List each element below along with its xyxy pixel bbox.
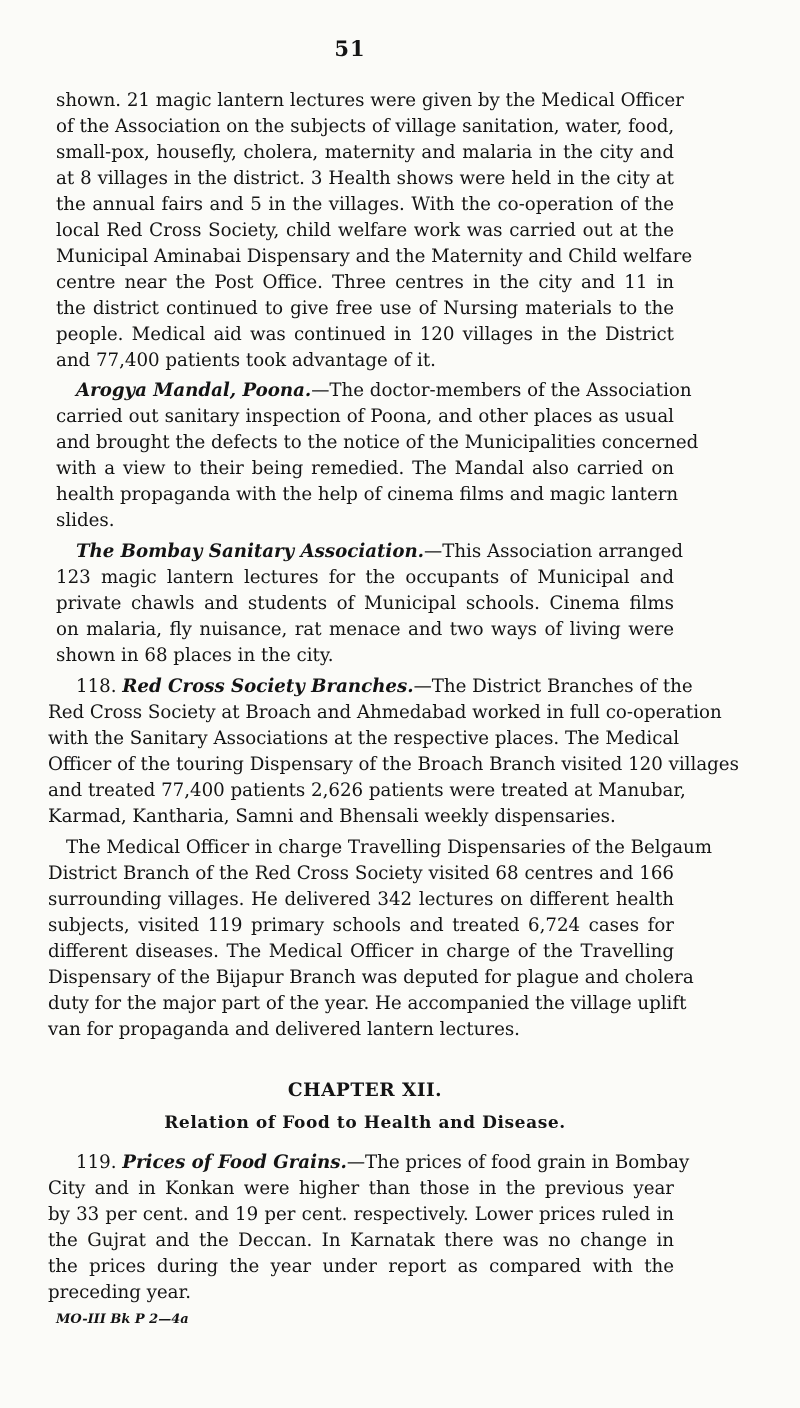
text-line: Karmad, Kantharia, Samni and Bhensali weekly dispensaries.	[48, 806, 616, 827]
text-line: by 33 per cent. and 19 per cent. respectively. Lower prices ruled in	[48, 1204, 674, 1225]
paragraph-heading: Arogya Mandal, Poona.	[76, 380, 312, 401]
text-line: subjects, visited 119 primary schools and treated 6,724 cases for	[48, 915, 674, 936]
text-line: surrounding villages. He delivered 342 lectures on different health	[48, 889, 674, 910]
paragraph-number: 118.	[76, 676, 117, 697]
text-line: with a view to their being remedied. The Mandal also carried on	[56, 458, 674, 479]
text-line: the district continued to give free use of Nursing materials to the	[56, 298, 674, 319]
text-line: small-pox, housefly, cholera, maternity and malaria in the city and	[56, 142, 674, 163]
text-line: and 77,400 patients took advantage of it.	[56, 350, 436, 371]
text-line: Dispensary of the Bijapur Branch was deputed for plague and cholera	[48, 967, 694, 988]
text-line: of the Association on the subjects of village sanitation, water, food,	[56, 116, 675, 137]
text-line: Municipal Aminabai Dispensary and the Maternity and Child welfare	[56, 246, 693, 267]
heading-rest: —The prices of food grain in Bombay	[346, 1152, 690, 1173]
text-line: the annual fairs and 5 in the villages. With the co-operation of the	[56, 194, 674, 215]
text-line: private chawls and students of Municipal schools. Cinema films	[56, 593, 674, 614]
text-line: at 8 villages in the district. 3 Health shows were held in the city at	[56, 168, 674, 189]
text-line: on malaria, fly nuisance, rat menace and two ways of living were	[56, 619, 674, 640]
text-line	[76, 539, 683, 565]
paragraph-heading: Prices of Food Grains.	[122, 1152, 347, 1173]
text-line: the prices during the year under report as compared with the	[48, 1256, 674, 1277]
text-line	[76, 1150, 690, 1176]
text-line: and brought the defects to the notice of the Municipalities concerned	[56, 432, 699, 453]
text-line: different diseases. The Medical Officer in charge of the Travelling	[48, 941, 674, 962]
text-line: van for propaganda and delivered lantern lectures.	[48, 1019, 520, 1040]
heading-rest: —This Association arranged	[424, 541, 683, 562]
text-line: with the Sanitary Associations at the respective places. The Medical	[48, 728, 680, 749]
heading-rest: —The District Branches of the	[413, 676, 693, 697]
text-line: shown in 68 places in the city.	[56, 645, 334, 666]
text-line: Officer of the touring Dispensary of the Broach Branch visited 120 villages	[48, 754, 739, 775]
text-line: people. Medical aid was continued in 120 villages in the District	[56, 324, 674, 345]
chapter-subtitle: Relation of Food to Health and Disease.	[164, 1113, 566, 1133]
paragraph-heading: The Bombay Sanitary Association.	[76, 541, 425, 562]
text-line: local Red Cross Society, child welfare work was carried out at the	[56, 220, 674, 241]
text-line	[76, 378, 692, 404]
text-line: shown. 21 magic lantern lectures were given by the Medical Officer	[56, 90, 684, 111]
text-line: the Gujrat and the Deccan. In Karnatak there was no change in	[48, 1230, 674, 1251]
text-line: Red Cross Society at Broach and Ahmedabad worked in full co-operation	[48, 702, 722, 723]
text-line: The Medical Officer in charge Travelling Dispensaries of the Belgaum	[66, 837, 713, 858]
page-number: 51	[334, 36, 366, 61]
text-line: and treated 77,400 patients 2,626 patients were treated at Manubar,	[48, 780, 686, 801]
chapter-title: CHAPTER XII.	[287, 1080, 443, 1101]
text-line: 123 magic lantern lectures for the occupants of Municipal and	[56, 567, 674, 588]
text-line	[76, 674, 693, 700]
text-line: District Branch of the Red Cross Society visited 68 centres and 166	[48, 863, 674, 884]
text-line: slides.	[56, 510, 115, 531]
text-line: City and in Konkan were higher than those in the previous year	[48, 1178, 674, 1199]
text-line: preceding year.	[48, 1282, 192, 1303]
text-line: centre near the Post Office. Three centres in the city and 11 in	[56, 272, 674, 293]
text-line: carried out sanitary inspection of Poona, and other places as usual	[56, 406, 674, 427]
paragraph-number: 119.	[76, 1152, 117, 1173]
text-line: duty for the major part of the year. He accompanied the village uplift	[48, 993, 687, 1014]
text-line: health propaganda with the help of cinema films and magic lantern	[56, 484, 679, 505]
heading-rest: —The doctor-members of the Association	[311, 380, 692, 401]
paragraph-heading: Red Cross Society Branches.	[122, 676, 414, 697]
footer-signature-code: MO-III Bk P 2—4a	[56, 1312, 189, 1327]
